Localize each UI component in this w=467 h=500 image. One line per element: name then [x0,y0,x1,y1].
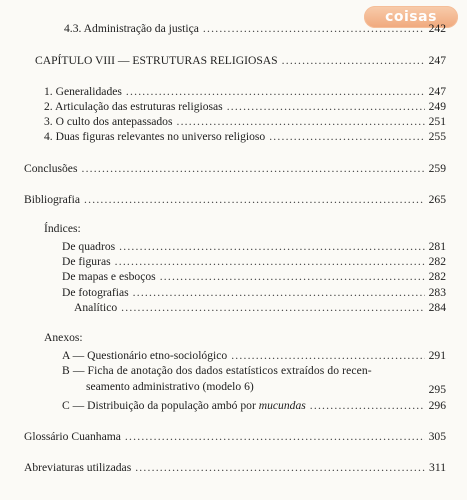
toc-entry-fotografias [62,286,446,300]
toc-entry-text: 4. Duas figuras relevantes no universo religioso [44,130,266,143]
toc-entry-text: Analítico [74,301,118,314]
toc-entry-abreviaturas [24,461,446,475]
toc-page-number: 311 [429,461,446,474]
leader-dots [176,115,424,129]
toc-page-number: 247 [428,85,446,98]
toc-entry-c8-2 [44,100,446,114]
leader-dots [310,399,425,413]
toc-entry-text: 1. Generalidades [44,85,122,98]
toc-page-number: 259 [428,162,446,175]
toc-entry-text: 2. Articulação das estruturas religiosas [44,100,223,113]
toc-entry-anexo-a [62,349,446,363]
toc-entry-c8-3 [44,115,446,129]
toc-entry-analitico [74,301,446,315]
toc-page-number: 242 [428,22,446,35]
anexo-b-text-line2: seamento administrativo (modelo 6) [86,380,254,393]
toc-page-number: 255 [428,130,446,143]
toc-entry-text: Glossário Cuanhama [24,430,121,443]
leader-dots [115,255,425,269]
leader-dots [133,286,425,300]
toc-page-number: 281 [428,240,446,253]
toc-page-number: 305 [428,430,446,443]
toc-entry-text: De fotografias [62,286,129,299]
toc-page-number: 265 [428,193,446,206]
toc-entry-text: A — Questionário etno-sociológico [62,349,228,362]
toc-entry-anexo-c [62,399,446,413]
leader-dots [135,461,425,475]
toc-entry-text: Abreviaturas utilizadas [24,461,132,474]
indices-heading: Índices: [44,222,81,235]
anexo-b-text-line1: B — Ficha de anotação dos dados estatísticos extraídos do recen- [62,364,372,377]
toc-entry-c8-4 [44,130,446,144]
toc-entry-text: 3. O culto dos antepassados [44,115,173,128]
anexos-heading: Anexos: [44,331,83,344]
toc-entry-text: De quadros [62,240,116,253]
leader-dots [81,162,424,176]
leader-dots [119,240,424,254]
toc-page-number: 295 [428,383,446,396]
leader-dots [269,130,424,144]
leader-dots [126,85,425,99]
toc-entry-text: 4.3. Administração da justiça [64,22,199,35]
toc-chapter-viii [35,54,446,68]
toc-page-number: 296 [428,399,446,412]
toc-page-number: 282 [428,270,446,283]
toc-page-number: 249 [428,100,446,113]
toc-page-number: 283 [428,286,446,299]
toc-entry-text: Conclusões [24,162,78,175]
toc-entry-glossario [24,430,446,444]
leader-dots [282,54,425,68]
toc-page-number: 291 [428,349,446,362]
toc-page-number: 251 [428,115,446,128]
toc-entry-conclusoes [24,162,446,176]
toc-entry-text: CAPÍTULO VIII — ESTRUTURAS RELIGIOSAS [35,54,278,67]
toc-entry-quadros [62,240,446,254]
toc-entry-mapas [62,270,446,284]
toc-entry-anexo-b-line2 [86,380,446,394]
toc-entry-anexo-b-line1 [62,364,446,378]
toc-entry-figuras [62,255,446,269]
toc-entry-text: Bibliografia [24,193,81,206]
toc-page-number: 284 [428,301,446,314]
leader-dots [203,22,425,36]
anexo-c-italic: mucundas [258,399,306,412]
toc-entry-4-3 [64,22,446,36]
anexo-c-text: C — Distribuição da população ambó por [62,399,256,412]
toc-entry-text: De figuras [62,255,111,268]
leader-dots [121,301,424,315]
toc-entry-text [62,399,306,413]
toc-entry-c8-1 [44,85,446,99]
leader-dots [84,193,425,207]
leader-dots [231,349,424,363]
leader-dots [227,100,425,114]
toc-entry-text: De mapas e esboços [62,270,156,283]
toc-entry-bibliografia [24,193,446,207]
toc-page-number: 282 [428,255,446,268]
leader-dots [160,270,425,284]
coisas-watermark: coisas [364,6,458,28]
leader-dots [125,430,425,444]
toc-page-number: 247 [428,54,446,67]
